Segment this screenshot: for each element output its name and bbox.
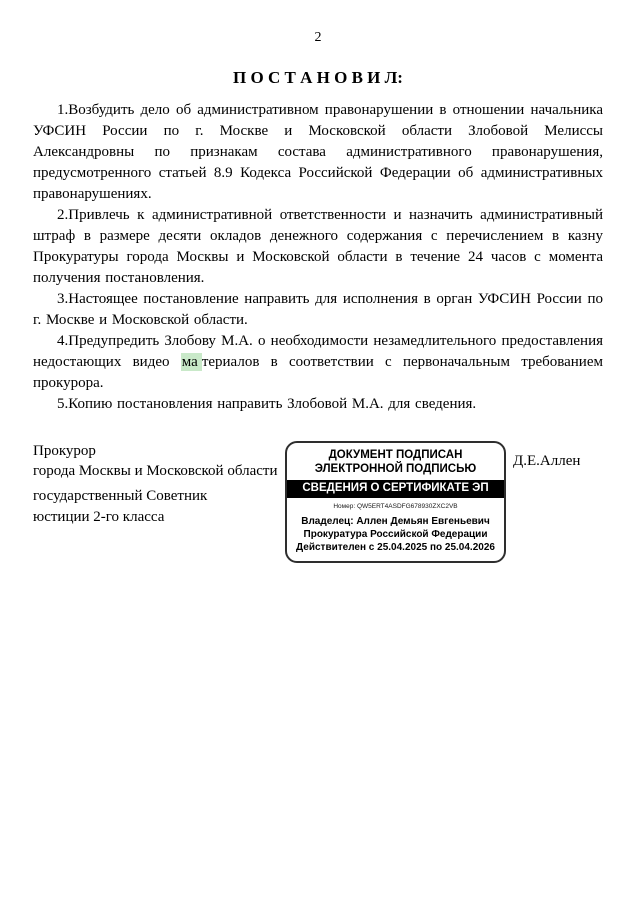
stamp-info-bar: СВЕДЕНИЯ О СЕРТИФИКАТЕ ЭП [287,480,504,498]
stamp-title-line1: ДОКУМЕНТ ПОДПИСАН [328,449,463,461]
stamp-owner-block [287,515,504,561]
signer-rank-line1: государственный Советник [33,488,208,504]
signer-rank [33,486,285,528]
signer-position-line1: Прокурор [33,443,96,459]
signer-position-line2: города Москвы и Московской области [33,463,278,479]
signer-position [33,441,285,528]
paragraph-4-text-before: 4.Предупредить Злобову М.А. о необходимости незамедлительного предоставления недостающих видео [33,333,603,370]
stamp-title-line2: ЭЛЕКТРОННОЙ ПОДПИСЬЮ [314,462,477,475]
resolution-title: П О С Т А Н О В И Л: [233,68,403,87]
signer-rank-line2: юстиции 2-го класса [33,509,165,525]
paragraph-4-text-after: териалов в соответствии с первоначальным требованием прокурора. [33,354,603,391]
paragraph-1: 1.Возбудить дело об административном правонарушении в отношении начальника УФСИН России по г. Москве и Московской области Злобовой Мелиссы Александровны по признакам состава административного правонарушения, предусмотренного статьей 8.9 Кодекса Российской Федерации об административных правонарушениях. [33,102,603,202]
page-number: 2 [314,30,322,45]
stamp-organization: Прокуратура Российской Федерации [303,529,488,540]
stamp-owner-name: Владелец: Аллен Демьян Евгеньевич [301,516,490,527]
stamp-title [287,443,504,480]
paragraph-5: 5.Копию постановления направить Злобовой М.А. для сведения. [57,396,477,412]
stamp-certificate-number: Номер: QW5ERT4ASDFG678930ZXC2VB [333,503,458,510]
signer-name: Д.Е.Аллен [513,453,581,469]
paragraph-2: 2.Привлечь к административной ответственности и назначить административный штраф в размере десяти окладов денежного содержания с перечислением в казну Прокуратуры города Москвы и Московской области в течение 24 часов с момента получения постановления. [33,207,603,286]
paragraph-4 [33,331,603,394]
signature-block [33,441,603,563]
paragraph-3: 3.Настоящее постановление направить для исполнения в орган УФСИН России по г. Москве и Московской области. [33,291,603,328]
electronic-signature-stamp [285,441,506,563]
highlight-mark: ма [181,353,202,371]
stamp-validity: Действителен с 25.04.2025 по 25.04.2026 [296,542,495,553]
